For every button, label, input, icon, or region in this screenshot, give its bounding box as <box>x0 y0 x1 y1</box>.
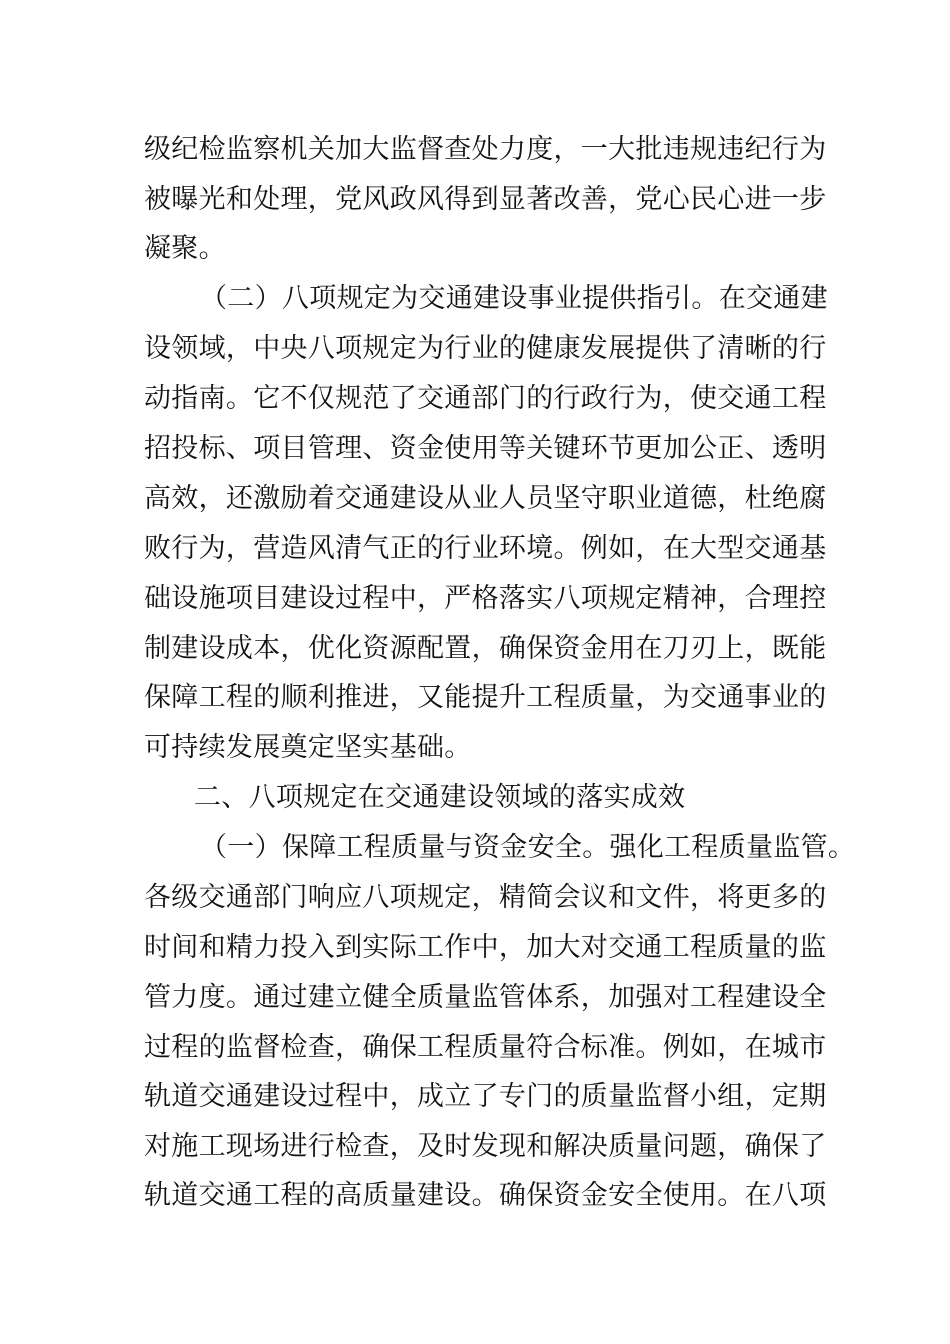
body-text-line: 败行为，营造风清气正的行业环境。例如，在大型交通基 <box>144 533 827 564</box>
body-text-line: 过程的监督检查，确保工程质量符合标准。例如，在城市 <box>144 1032 827 1063</box>
body-text-line: 保障工程的顺利推进，又能提升工程质量，为交通事业的 <box>144 682 827 713</box>
body-text-line: 制建设成本，优化资源配置，确保资金用在刀刃上，既能 <box>144 633 827 664</box>
body-text-line: 动指南。它不仅规范了交通部门的行政行为，使交通工程 <box>144 383 827 414</box>
body-text-line: 可持续发展奠定坚实基础。 <box>144 732 472 763</box>
body-text-line: 各级交通部门响应八项规定，精简会议和文件，将更多的 <box>144 882 827 913</box>
body-text-line: 轨道交通工程的高质量建设。确保资金安全使用。在八项 <box>144 1180 827 1211</box>
body-text-line: 凝聚。 <box>144 233 226 264</box>
body-text-line: 管力度。通过建立健全质量监管体系，加强对工程建设全 <box>144 982 827 1013</box>
body-text-line: 轨道交通建设过程中，成立了专门的质量监督小组，定期 <box>144 1081 827 1112</box>
body-text-line: 时间和精力投入到实际工作中，加大对交通工程质量的监 <box>144 932 827 963</box>
body-text-line: 设领域，中央八项规定为行业的健康发展提供了清晰的行 <box>144 333 827 364</box>
body-text-line: 础设施项目建设过程中，严格落实八项规定精神，合理控 <box>144 583 827 614</box>
body-text-line: 级纪检监察机关加大监督查处力度，一大批违规违纪行为 <box>144 134 827 165</box>
body-text-line: 对施工现场进行检查，及时发现和解决质量问题，确保了 <box>144 1131 827 1162</box>
body-text-line: 高效，还激励着交通建设从业人员坚守职业道德，杜绝腐 <box>144 483 827 514</box>
subsection-heading: （一）保障工程质量与资金安全。强化工程质量监管。 <box>200 832 856 863</box>
body-text-line: 招投标、项目管理、资金使用等关键环节更加公正、透明 <box>144 433 827 464</box>
section-heading: 二、八项规定在交通建设领域的落实成效 <box>194 782 686 813</box>
subsection-heading: （二）八项规定为交通建设事业提供指引。在交通建 <box>200 283 828 314</box>
body-text-line: 被曝光和处理，党风政风得到显著改善，党心民心进一步 <box>144 184 827 215</box>
